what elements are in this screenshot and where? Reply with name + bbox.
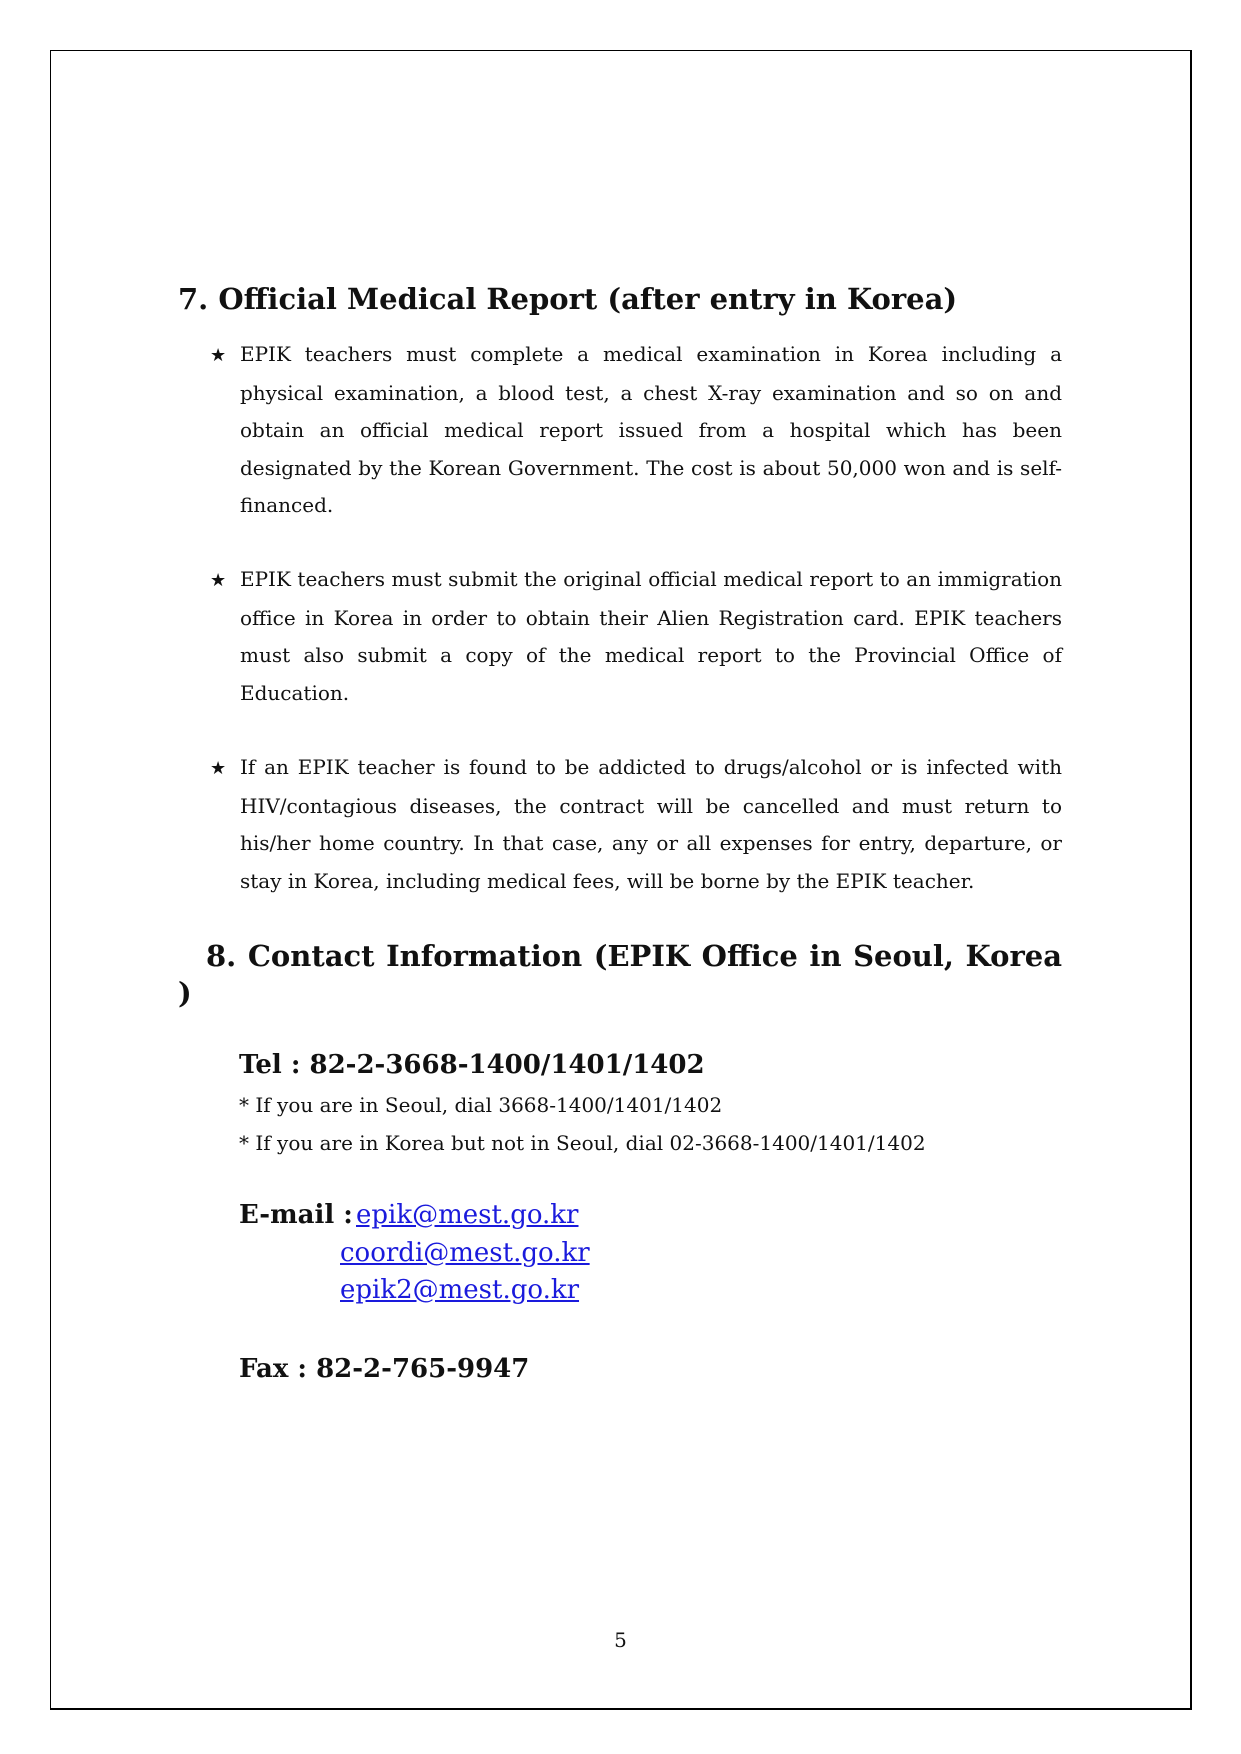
medical-bullet-3-text: If an EPIK teacher is found to be addicted to drugs/alcohol or is infected with HIV/contagious diseases, the contract will be cancelled and must return to his/her home country. In that case, any or all expenses for entry, departure, or stay in Korea, including medical fees, will be borne by the EPIK teacher. (240, 755, 1062, 893)
page-number: 5 (614, 1628, 627, 1652)
section-7-heading: 7. Official Medical Report (after entry in Korea) (178, 282, 958, 316)
medical-bullet-1-text: EPIK teachers must complete a medical examination in Korea including a physical examination, a blood test, a chest X-ray examination and so on and obtain an official medical report issued from a hospital which has been designated by the Korean Government. The cost is about 50,000 won and is self-financed. (240, 342, 1062, 518)
medical-bullet-1 (210, 336, 1062, 525)
star-icon: ★ (210, 345, 227, 366)
medical-bullet-2 (210, 561, 1062, 712)
section-8-heading-line2: ) (178, 976, 192, 1010)
email-link-coordi[interactable]: coordi@mest.go.kr (340, 1238, 590, 1268)
star-icon: ★ (210, 570, 227, 591)
tel-note-korea: * If you are in Korea but not in Seoul, dial 02-3668-1400/1401/1402 (239, 1131, 926, 1155)
tel-note-seoul: * If you are in Seoul, dial 3668-1400/1401/1402 (239, 1093, 723, 1117)
star-icon: ★ (210, 758, 227, 779)
tel-number: Tel : 82-2-3668-1400/1401/1402 (239, 1050, 705, 1080)
medical-bullet-3 (210, 749, 1062, 900)
section-8-heading-line1: 8. Contact Information (EPIK Office in Seoul, Korea (206, 939, 1062, 973)
section-8-heading (178, 938, 1062, 1012)
email-link-epik2[interactable]: epik2@mest.go.kr (340, 1275, 580, 1305)
email-link-epik[interactable]: epik@mest.go.kr (356, 1200, 579, 1230)
email-label: E-mail : (239, 1200, 353, 1230)
medical-bullet-2-text: EPIK teachers must submit the original official medical report to an immigration office in Korea in order to obtain their Alien Registration card. EPIK teachers must also submit a copy of the medical report to the Provincial Office of Education. (240, 567, 1062, 705)
fax-number: Fax : 82-2-765-9947 (239, 1354, 530, 1384)
